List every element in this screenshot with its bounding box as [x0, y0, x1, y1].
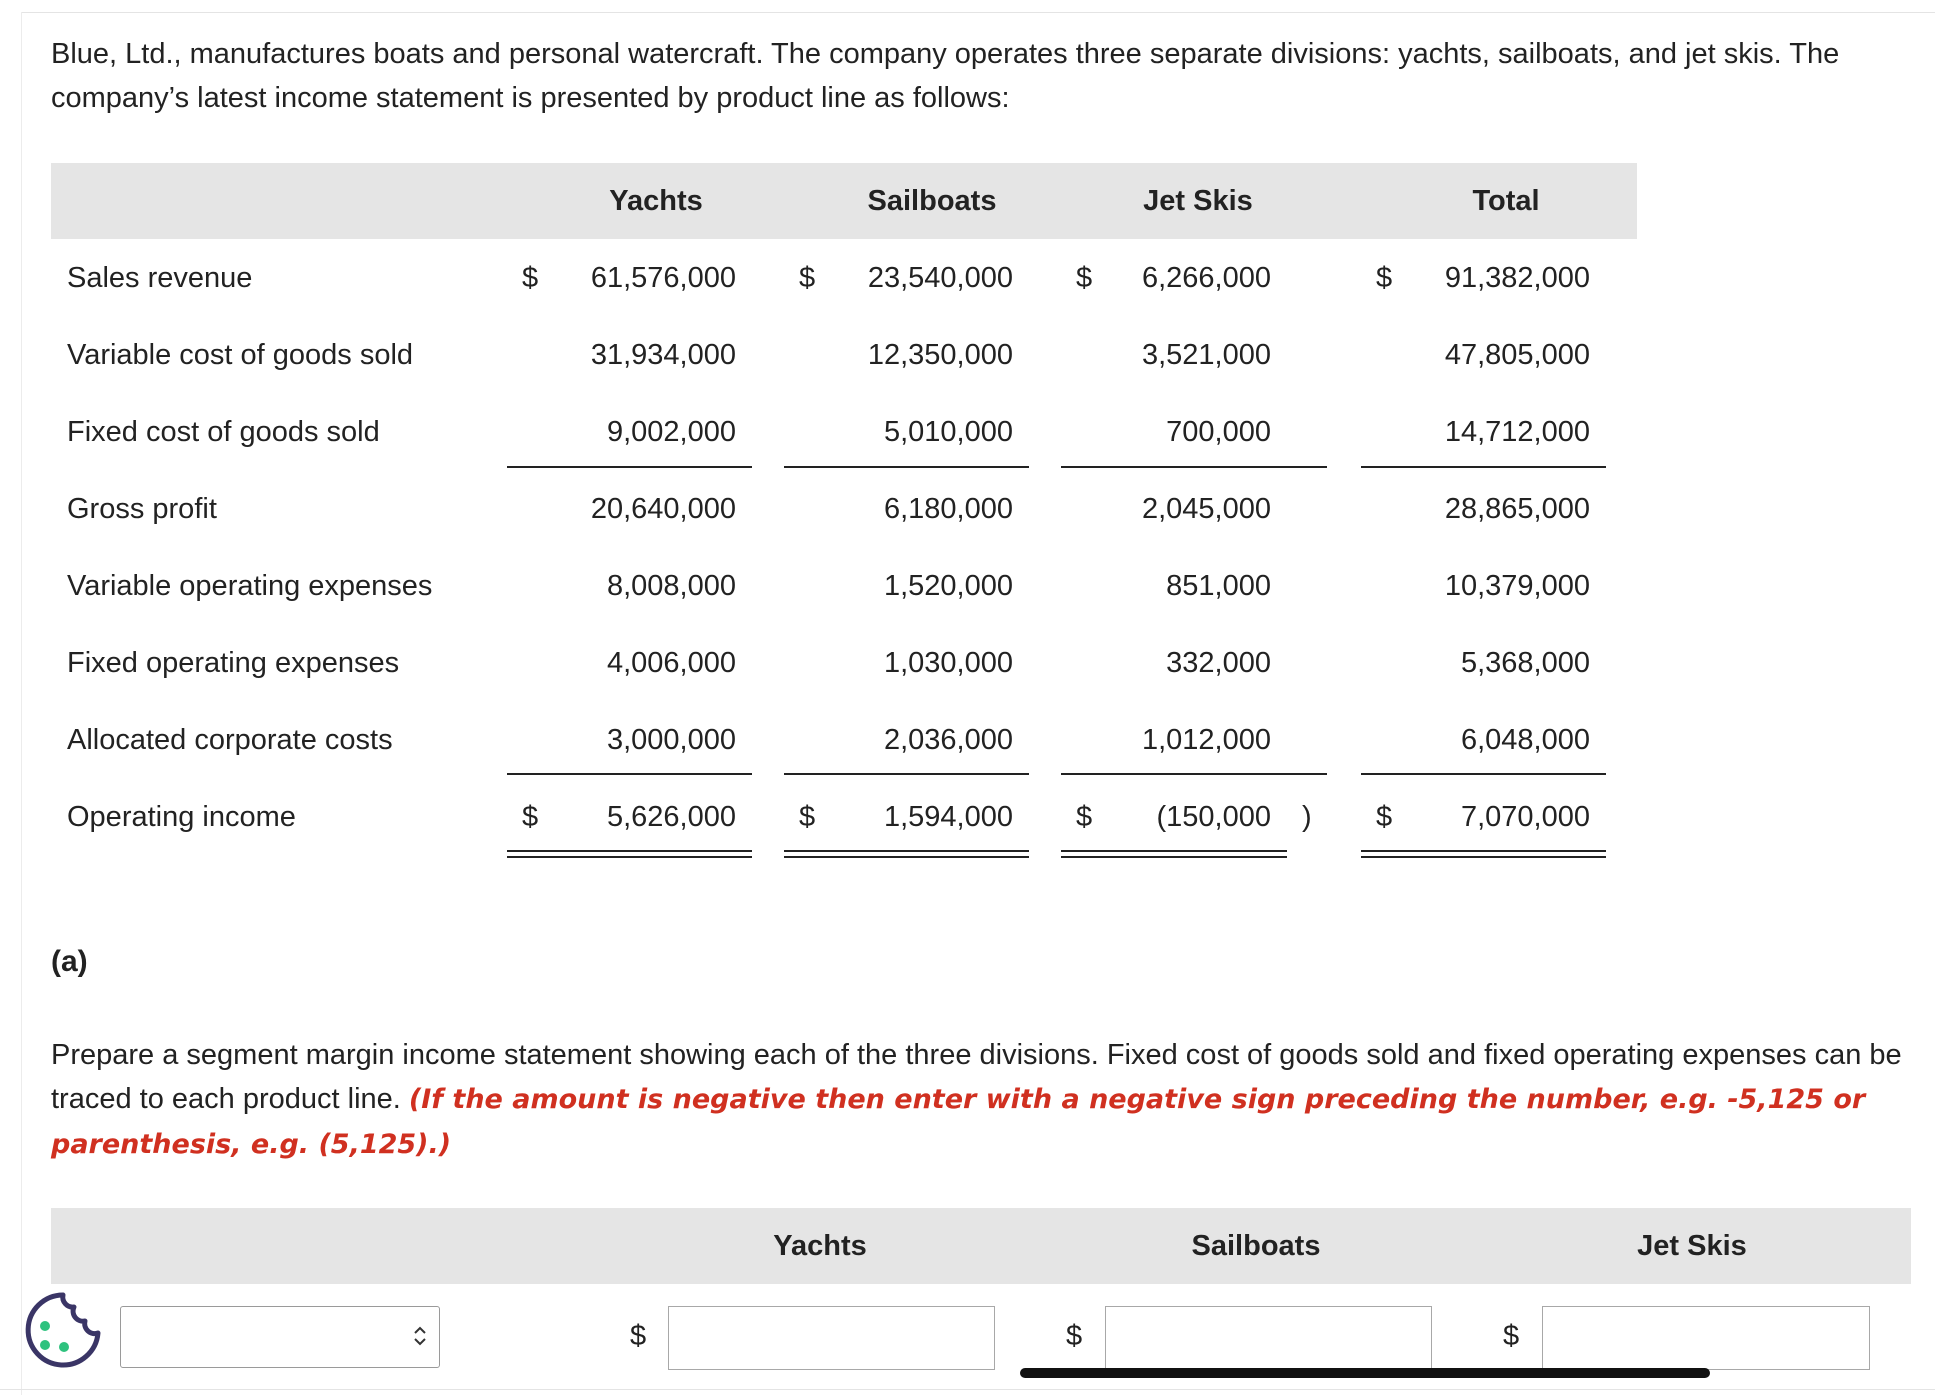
dollar-sign: $ [522, 801, 539, 833]
cell-amount: 8,008,000 [606, 570, 736, 602]
answer-dollar-sign: $ [1503, 1320, 1520, 1352]
total-double-rule [784, 850, 1029, 852]
cell-amount: 851,000 [1166, 570, 1271, 602]
cell-amount: 7,070,000 [1460, 801, 1590, 833]
subtotal-rule [1361, 466, 1606, 468]
cell-amount: 47,805,000 [1444, 339, 1590, 371]
subtotal-rule [784, 466, 1029, 468]
cell-amount: 2,036,000 [883, 724, 1013, 756]
answer-column-yachts: Yachts [773, 1230, 867, 1262]
cell-amount: 1,030,000 [883, 647, 1013, 679]
dollar-sign: $ [1076, 801, 1093, 833]
column-header-sailboats: Sailboats [867, 185, 997, 217]
subtotal-rule [1061, 466, 1327, 468]
row-label-operating-income: Operating income [67, 801, 296, 833]
column-header-yachts: Yachts [609, 185, 703, 217]
cell-amount: 9,002,000 [606, 416, 736, 448]
subtotal-rule [1361, 773, 1606, 775]
cell-amount: 61,576,000 [590, 262, 736, 294]
subtotal-rule [784, 773, 1029, 775]
answer-dollar-sign: $ [630, 1320, 647, 1352]
row-label-variable-opex: Variable operating expenses [67, 570, 433, 602]
dollar-sign: $ [522, 262, 539, 294]
column-header-jet-skis: Jet Skis [1143, 185, 1253, 217]
jet-skis-amount-input[interactable] [1542, 1306, 1870, 1370]
sailboats-amount-input[interactable] [1105, 1306, 1432, 1370]
cell-amount: 91,382,000 [1444, 262, 1590, 294]
row-label-fixed-opex: Fixed operating expenses [67, 647, 400, 679]
cell-amount: 332,000 [1166, 647, 1271, 679]
subtotal-rule [507, 773, 752, 775]
cell-amount: 14,712,000 [1444, 416, 1590, 448]
total-double-rule [507, 850, 752, 852]
cell-amount: 1,594,000 [883, 801, 1013, 833]
total-double-rule [1361, 856, 1606, 858]
cell-amount: 1,012,000 [1141, 724, 1271, 756]
top-divider [21, 12, 1935, 13]
cell-amount: 6,180,000 [883, 493, 1013, 525]
cell-amount: 31,934,000 [590, 339, 736, 371]
column-header-total: Total [1472, 185, 1540, 217]
cell-amount: 23,540,000 [867, 262, 1013, 294]
cell-amount: 6,048,000 [1460, 724, 1590, 756]
prompt-note: (If the amount is negative then enter with a negative sign preceding the number, e.g. -5,125 or parenthesis, e.g. (5,125).) [51, 1084, 1866, 1160]
dollar-sign: $ [1376, 262, 1393, 294]
total-double-rule [507, 856, 752, 858]
problem-intro: Blue, Ltd., manufactures boats and personal watercraft. The company operates three separate divisions: yachts, sailboats, and jet skis. The company’s latest income statement is presented by product line as follows: [51, 38, 1840, 114]
total-double-rule [1061, 850, 1287, 852]
question-prompt [51, 1033, 1921, 1167]
answer-dollar-sign: $ [1066, 1320, 1083, 1352]
dollar-sign: $ [1376, 801, 1393, 833]
cell-amount: 5,010,000 [883, 416, 1013, 448]
total-double-rule [1061, 856, 1287, 858]
row-label-allocated-costs: Allocated corporate costs [67, 724, 393, 756]
dollar-sign: $ [799, 262, 816, 294]
cell-amount: (150,000 [1156, 801, 1271, 833]
cell-amount: 2,045,000 [1141, 493, 1271, 525]
subtotal-rule [1061, 773, 1327, 775]
cell-amount: 1,520,000 [883, 570, 1013, 602]
subtotal-rule [507, 466, 752, 468]
row-label-fixed-cogs: Fixed cost of goods sold [67, 416, 380, 448]
cell-amount: 5,368,000 [1460, 647, 1590, 679]
prompt-text: Prepare a segment margin income statement showing each of the three divisions. Fixed cost of goods sold and fixed operating expenses can be traced to each product line. [51, 1039, 1902, 1115]
dollar-sign: $ [1076, 262, 1093, 294]
cell-amount: 3,000,000 [606, 724, 736, 756]
chevron-up-down-icon [411, 1321, 429, 1351]
cookie-icon[interactable] [22, 1289, 104, 1371]
total-double-rule [1361, 850, 1606, 852]
cell-amount: 10,379,000 [1444, 570, 1590, 602]
row-label-variable-cogs: Variable cost of goods sold [67, 339, 414, 371]
yachts-amount-input[interactable] [668, 1306, 995, 1370]
cell-amount: 700,000 [1166, 416, 1271, 448]
row-label-gross-profit: Gross profit [67, 493, 217, 525]
answer-column-sailboats: Sailboats [1191, 1230, 1321, 1262]
horizontal-scrollbar[interactable] [1020, 1368, 1710, 1378]
cell-amount: 4,006,000 [606, 647, 736, 679]
total-double-rule [784, 856, 1029, 858]
cell-amount: 6,266,000 [1141, 262, 1271, 294]
cell-amount: 20,640,000 [590, 493, 736, 525]
bottom-divider [0, 1389, 1935, 1390]
left-divider [21, 12, 22, 1395]
line-item-select[interactable] [120, 1306, 440, 1368]
cell-amount: 28,865,000 [1444, 493, 1590, 525]
cell-amount: 12,350,000 [867, 339, 1013, 371]
cell-amount: 5,626,000 [606, 801, 736, 833]
part-label: (a) [51, 945, 88, 978]
row-label-sales-revenue: Sales revenue [67, 262, 253, 294]
answer-column-jet-skis: Jet Skis [1637, 1230, 1747, 1262]
cell-amount: 3,521,000 [1141, 339, 1271, 371]
dollar-sign: $ [799, 801, 816, 833]
closing-parenthesis: ) [1302, 801, 1312, 833]
